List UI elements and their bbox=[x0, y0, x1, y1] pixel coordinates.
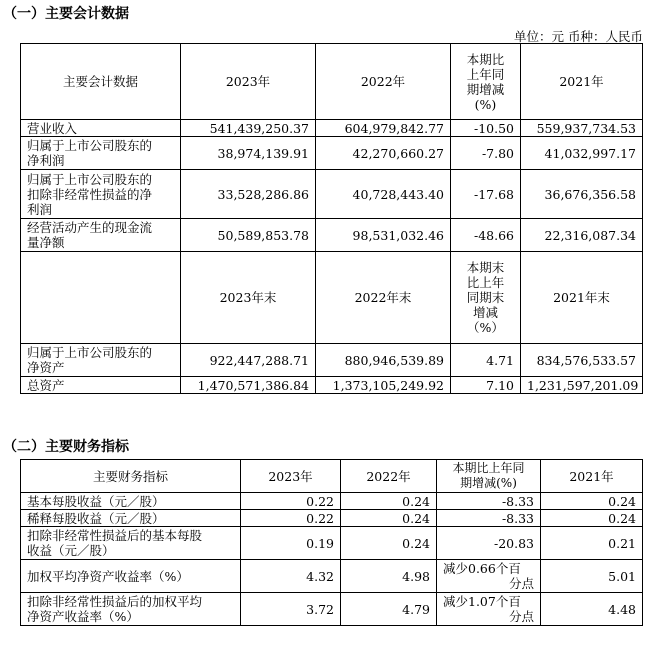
row-label: 扣除非经常性损益后的加权平均 净资产收益率（%） bbox=[21, 593, 241, 626]
value-change: 减少0.66个百 分点 bbox=[437, 560, 541, 593]
table-row bbox=[21, 344, 643, 377]
value-change: -48.66 bbox=[451, 219, 521, 252]
row-label: 总资产 bbox=[21, 377, 181, 394]
header-2021: 2021年 bbox=[541, 460, 643, 493]
value-2023: 33,528,286.86 bbox=[181, 170, 316, 219]
header-2022-end: 2022年末 bbox=[316, 252, 451, 344]
value-2021: 5.01 bbox=[541, 560, 643, 593]
table-row bbox=[21, 219, 643, 252]
header-row bbox=[21, 44, 643, 120]
value-2023: 1,470,571,386.84 bbox=[181, 377, 316, 394]
value-change: 7.10 bbox=[451, 377, 521, 394]
header-2023: 2023年 bbox=[241, 460, 341, 493]
header-change: 本期比 上年同 期增减 (%) bbox=[451, 44, 521, 120]
value-change: -8.33 bbox=[437, 493, 541, 510]
value-change: 减少1.07个百 分点 bbox=[437, 593, 541, 626]
table-row bbox=[21, 170, 643, 219]
row-label: 经营活动产生的现金流 量净额 bbox=[21, 219, 181, 252]
value-change: -17.68 bbox=[451, 170, 521, 219]
value-2023: 0.22 bbox=[241, 493, 341, 510]
value-2023: 0.19 bbox=[241, 527, 341, 560]
value-2021: 36,676,356.58 bbox=[521, 170, 643, 219]
value-2021: 0.21 bbox=[541, 527, 643, 560]
header-change-end: 本期末 比上年 同期末 增减 （%） bbox=[451, 252, 521, 344]
header-2022: 2022年 bbox=[341, 460, 437, 493]
table-row bbox=[21, 377, 643, 394]
value-2021: 4.48 bbox=[541, 593, 643, 626]
table-row bbox=[21, 120, 643, 137]
value-2022: 0.24 bbox=[341, 510, 437, 527]
row-label: 加权平均净资产收益率（%） bbox=[21, 560, 241, 593]
value-2021: 41,032,997.17 bbox=[521, 137, 643, 170]
row-label: 营业收入 bbox=[21, 120, 181, 137]
value-change: -7.80 bbox=[451, 137, 521, 170]
value-2022: 4.79 bbox=[341, 593, 437, 626]
value-2023: 4.32 bbox=[241, 560, 341, 593]
value-2022: 4.98 bbox=[341, 560, 437, 593]
value-2022: 40,728,443.40 bbox=[316, 170, 451, 219]
header-2021-end: 2021年末 bbox=[521, 252, 643, 344]
value-change: -8.33 bbox=[437, 510, 541, 527]
value-2022: 880,946,539.89 bbox=[316, 344, 451, 377]
value-2023: 3.72 bbox=[241, 593, 341, 626]
unit-label: 单位：元 币种：人民币 bbox=[514, 29, 643, 44]
table-row bbox=[21, 527, 643, 560]
table-row bbox=[21, 137, 643, 170]
accounting-data-table bbox=[20, 43, 643, 394]
value-2021: 0.24 bbox=[541, 510, 643, 527]
value-change: 4.71 bbox=[451, 344, 521, 377]
header-2023-end: 2023年末 bbox=[181, 252, 316, 344]
value-2023: 38,974,139.91 bbox=[181, 137, 316, 170]
header-row-2 bbox=[21, 252, 643, 344]
value-2021: 834,576,533.57 bbox=[521, 344, 643, 377]
value-2021: 1,231,597,201.09 bbox=[521, 377, 643, 394]
value-2022: 604,979,842.77 bbox=[316, 120, 451, 137]
table-row bbox=[21, 560, 643, 593]
header-item-empty bbox=[21, 252, 181, 344]
header-2023: 2023年 bbox=[181, 44, 316, 120]
value-2021: 22,316,087.34 bbox=[521, 219, 643, 252]
value-change: -10.50 bbox=[451, 120, 521, 137]
row-label: 基本每股收益（元／股） bbox=[21, 493, 241, 510]
row-label: 扣除非经常性损益后的基本每股 收益（元／股） bbox=[21, 527, 241, 560]
header-item: 主要财务指标 bbox=[21, 460, 241, 493]
table-row bbox=[21, 510, 643, 527]
section-1-heading: （一）主要会计数据 bbox=[3, 6, 129, 22]
header-row bbox=[21, 460, 643, 493]
value-2023: 50,589,853.78 bbox=[181, 219, 316, 252]
value-2022: 98,531,032.46 bbox=[316, 219, 451, 252]
header-2022: 2022年 bbox=[316, 44, 451, 120]
financial-indicator-table bbox=[20, 459, 643, 626]
header-2021: 2021年 bbox=[521, 44, 643, 120]
header-change: 本期比上年同 期增减(%) bbox=[437, 460, 541, 493]
header-item: 主要会计数据 bbox=[21, 44, 181, 120]
row-label: 归属于上市公司股东的 扣除非经常性损益的净 利润 bbox=[21, 170, 181, 219]
value-2022: 0.24 bbox=[341, 527, 437, 560]
value-2023: 0.22 bbox=[241, 510, 341, 527]
row-label: 稀释每股收益（元／股） bbox=[21, 510, 241, 527]
section-2-heading: （二）主要财务指标 bbox=[3, 439, 129, 455]
row-label: 归属于上市公司股东的 净利润 bbox=[21, 137, 181, 170]
value-2023: 922,447,288.71 bbox=[181, 344, 316, 377]
value-2023: 541,439,250.37 bbox=[181, 120, 316, 137]
value-change: -20.83 bbox=[437, 527, 541, 560]
table-row bbox=[21, 593, 643, 626]
value-2022: 42,270,660.27 bbox=[316, 137, 451, 170]
table-row bbox=[21, 493, 643, 510]
row-label: 归属于上市公司股东的 净资产 bbox=[21, 344, 181, 377]
value-2022: 0.24 bbox=[341, 493, 437, 510]
value-2021: 0.24 bbox=[541, 493, 643, 510]
value-2021: 559,937,734.53 bbox=[521, 120, 643, 137]
value-2022: 1,373,105,249.92 bbox=[316, 377, 451, 394]
